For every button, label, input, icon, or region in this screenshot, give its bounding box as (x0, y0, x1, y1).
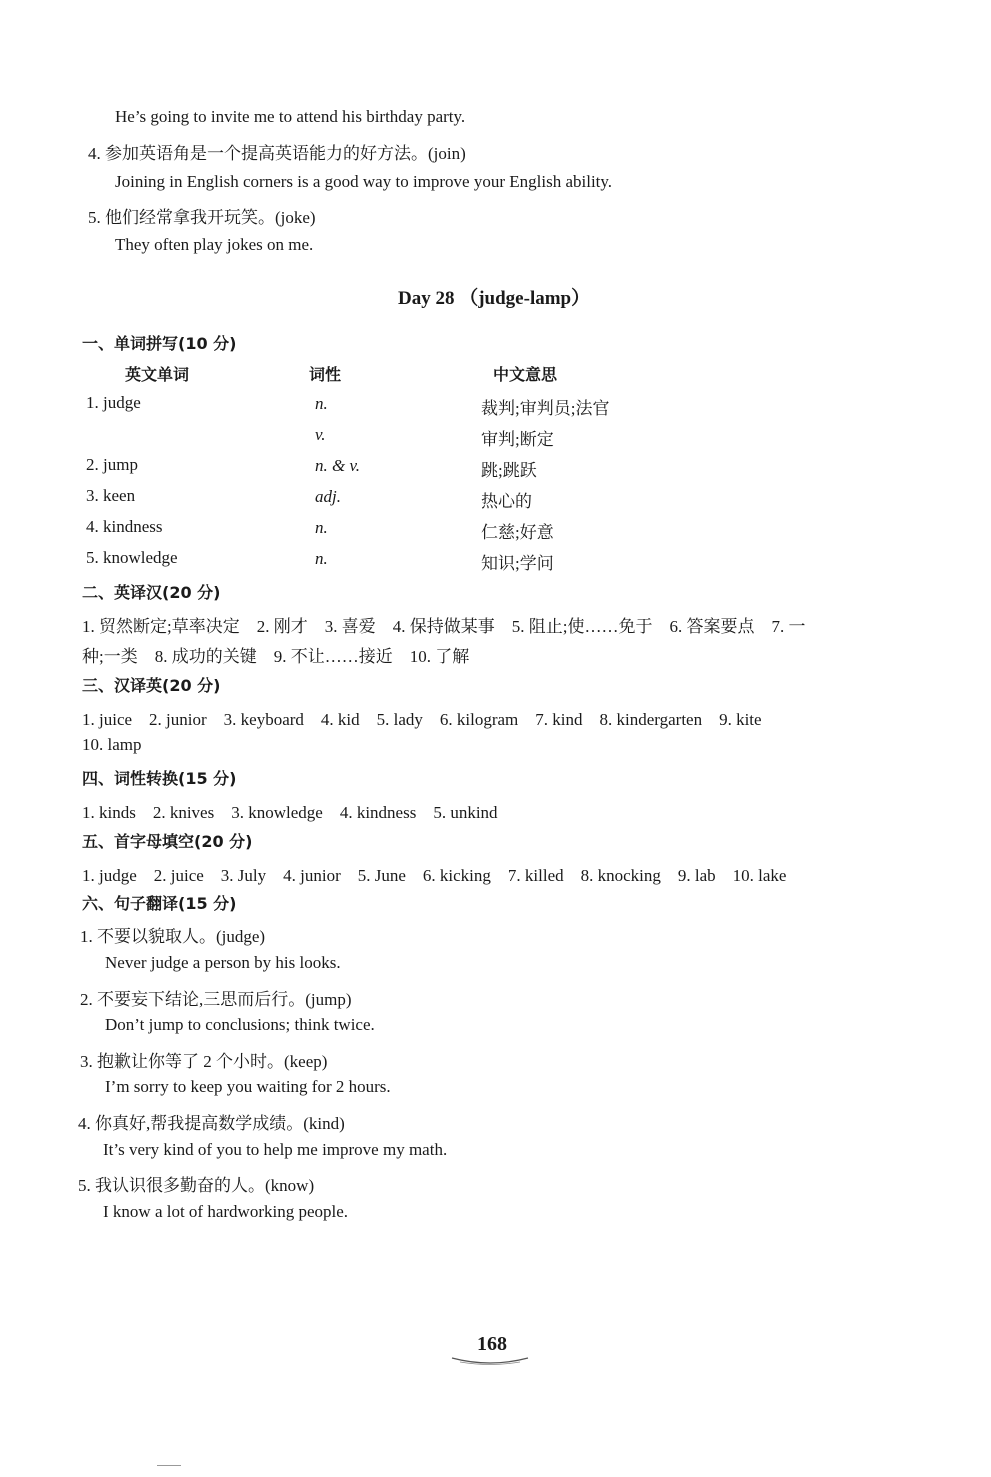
vocab-word: 3. keen (86, 486, 136, 505)
vocab-pos: n. (315, 549, 328, 568)
section-3-answers-line-1: 1. juice 2. junior 3. keyboard 4. kid 5. lady 6. kilogram 7. kind 8. kindergarten 9. kite (82, 710, 762, 729)
prev-item-5-answer: They often play jokes on me. (115, 235, 314, 254)
vocab-pos: n. (315, 394, 328, 413)
translation-answer: Never judge a person by his looks. (105, 953, 341, 972)
vocab-pos: n. (315, 518, 328, 537)
section-3-answers-line-2: 10. lamp (82, 735, 142, 754)
prev-item-4-prompt: 4. 参加英语角是一个提高英语能力的好方法。(join) (88, 144, 466, 163)
page-number: 168 (477, 1333, 507, 1355)
vocab-meaning: 热心的 (481, 492, 532, 511)
translation-prompt: 5. 我认识很多勤奋的人。(know) (78, 1176, 315, 1195)
vocab-meaning: 审判;断定 (481, 430, 554, 449)
col-header-word: 英文单词 (125, 365, 190, 384)
vocab-pos: n. & v. (315, 456, 361, 475)
translation-answer: Don’t jump to conclusions; think twice. (105, 1015, 375, 1034)
prev-item-4-answer: Joining in English corners is a good way to improve your English ability. (115, 172, 613, 191)
vocab-meaning: 知识;学问 (481, 554, 554, 573)
day-title: Day 28 （judge-lamp） (398, 288, 591, 309)
vocab-meaning: 裁判;审判员;法官 (481, 399, 610, 418)
translation-prompt: 3. 抱歉让你等了 2 个小时。(keep) (80, 1052, 328, 1071)
section-4-heading: 四、词性转换(15 分) (82, 769, 237, 788)
translation-prompt: 1. 不要以貌取人。(judge) (80, 927, 266, 946)
prev-answer-line: He’s going to invite me to attend his birthday party. (115, 107, 466, 126)
translation-answer: I know a lot of hardworking people. (103, 1202, 349, 1221)
vocab-word: 4. kindness (86, 517, 163, 536)
vocab-word: 1. judge (86, 393, 141, 412)
section-1-heading: 一、单词拼写(10 分) (82, 334, 237, 353)
prev-item-5-prompt: 5. 他们经常拿我开玩笑。(joke) (88, 208, 316, 227)
section-2-answers-line-2: 种;一类 8. 成功的关键 9. 不让……接近 10. 了解 (82, 647, 470, 666)
section-3-heading: 三、汉译英(20 分) (82, 676, 221, 695)
translation-prompt: 2. 不要妄下结论,三思而后行。(jump) (80, 990, 352, 1009)
vocab-pos: adj. (315, 487, 341, 506)
vocab-meaning: 仁慈;好意 (481, 523, 554, 542)
section-4-answers: 1. kinds 2. knives 3. knowledge 4. kindness 5. unkind (82, 803, 498, 822)
translation-answer: It’s very kind of you to help me improve my math. (103, 1140, 448, 1159)
vocab-word: 5. knowledge (86, 548, 178, 567)
translation-prompt: 4. 你真好,帮我提高数学成绩。(kind) (78, 1114, 345, 1133)
page-number-ornament (450, 1354, 530, 1366)
vocab-meaning: 跳;跳跃 (481, 461, 537, 480)
translation-answer: I’m sorry to keep you waiting for 2 hours. (105, 1077, 391, 1096)
footer-mark (157, 1465, 181, 1466)
vocab-pos: v. (315, 425, 326, 444)
section-6-heading: 六、句子翻译(15 分) (82, 894, 237, 913)
col-header-meaning: 中文意思 (493, 365, 558, 384)
col-header-pos: 词性 (309, 365, 342, 384)
section-5-heading: 五、首字母填空(20 分) (82, 832, 253, 851)
section-2-answers-line-1: 1. 贸然断定;草率决定 2. 刚才 3. 喜爱 4. 保持做某事 5. 阻止;使……免于 6. 答案要点 7. 一 (82, 617, 806, 636)
section-2-heading: 二、英译汉(20 分) (82, 583, 221, 602)
section-5-answers: 1. judge 2. juice 3. July 4. junior 5. June 6. kicking 7. killed 8. knocking 9. lab 10. lake (82, 866, 787, 885)
vocab-word: 2. jump (86, 455, 138, 474)
